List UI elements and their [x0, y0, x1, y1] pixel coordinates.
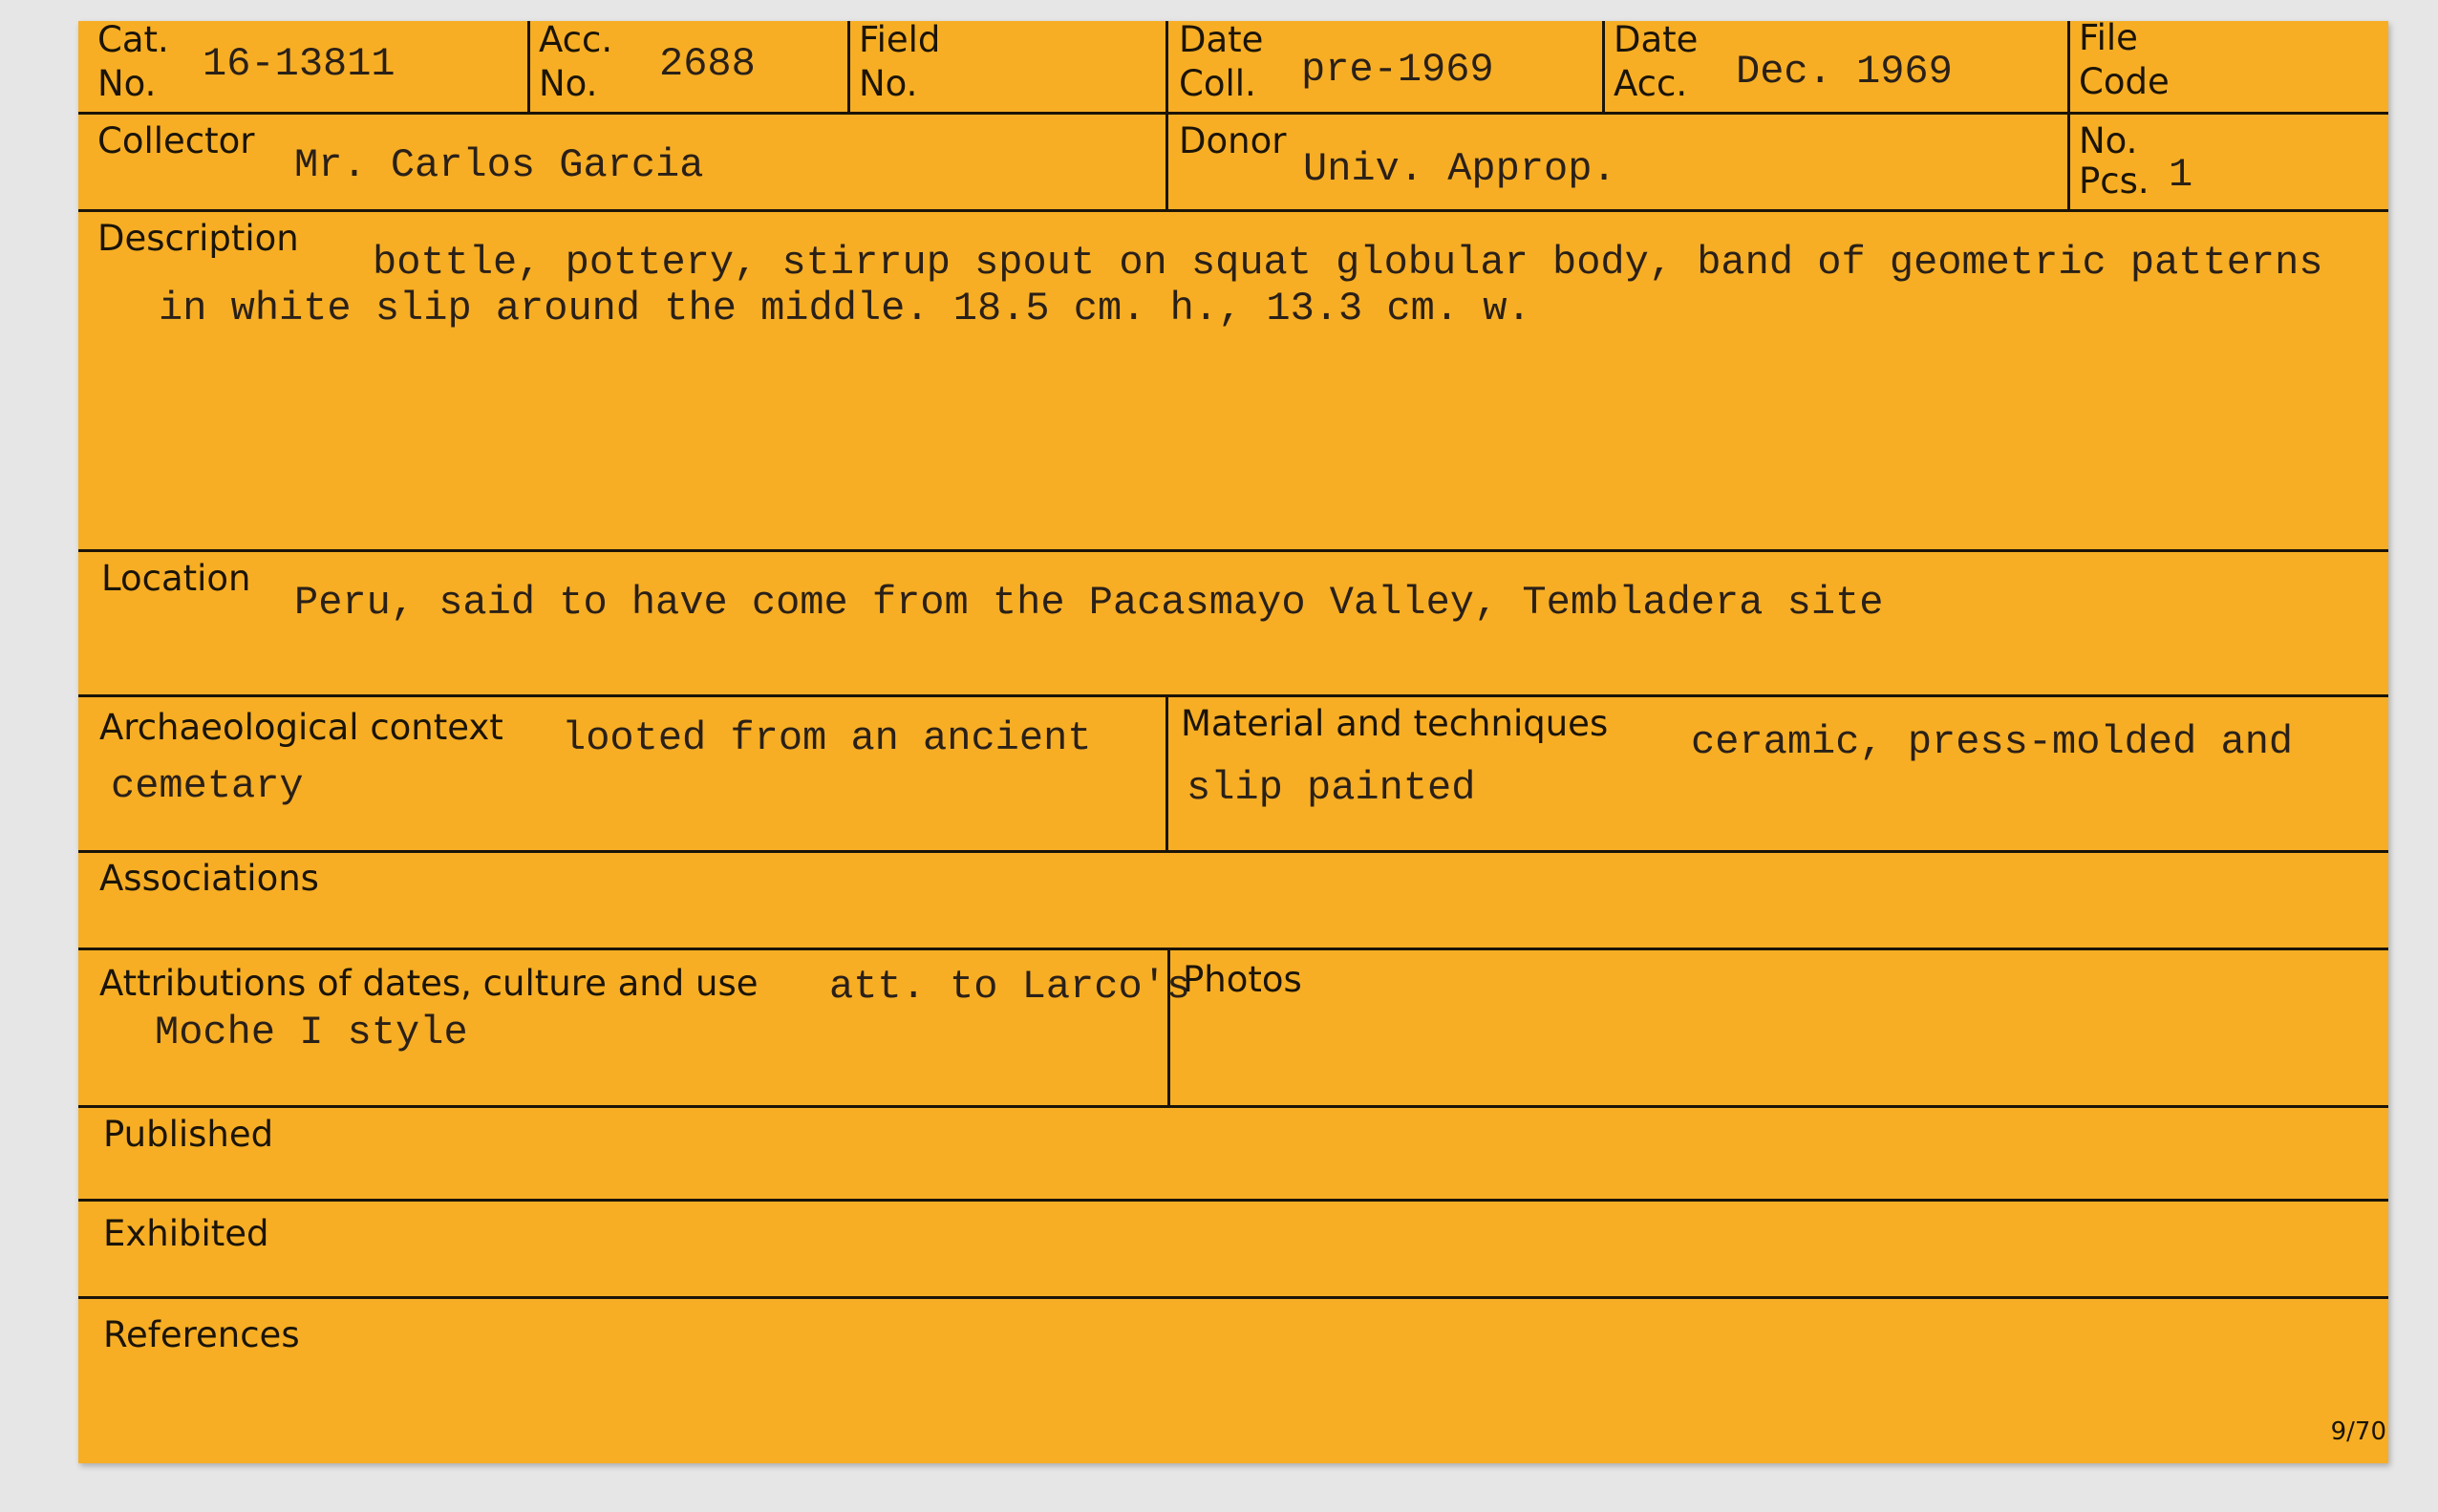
- material-techniques-text: ceramic, press-molded and: [1691, 719, 2294, 765]
- row-divider: [78, 209, 2388, 212]
- file-code-label: Code: [2079, 61, 2170, 102]
- date-acc-label: Date: [1614, 21, 1699, 60]
- form-revision-date: 9/70: [2330, 1417, 2386, 1446]
- row-divider: [78, 1105, 2388, 1108]
- accession-number: 2688: [659, 41, 756, 87]
- description-text: in white slip around the middle. 18.5 cm. h., 13.3 cm. w.: [159, 286, 1531, 331]
- column-divider: [1166, 21, 1168, 211]
- row-divider: [78, 948, 2388, 950]
- pieces-label: No.: [2079, 120, 2138, 161]
- collector-label: Collector: [97, 120, 255, 161]
- field-no-label: No.: [859, 63, 918, 104]
- pieces-count: 1: [2169, 152, 2193, 198]
- row-divider: [78, 1199, 2388, 1202]
- archaeological-context-label: Archaeological context: [99, 707, 503, 748]
- attributions-text: Moche I style: [155, 1010, 468, 1055]
- photos-label: Photos: [1183, 959, 1302, 1000]
- description-label: Description: [97, 218, 299, 259]
- row-divider: [78, 112, 2388, 115]
- file-code-label: File: [2079, 21, 2138, 58]
- row-divider: [78, 549, 2388, 552]
- cat-no-label: No.: [97, 63, 157, 104]
- catalog-card: [78, 21, 2388, 1463]
- column-divider: [1166, 694, 1168, 852]
- donor-label: Donor: [1179, 120, 1287, 161]
- material-techniques-text: slip painted: [1187, 765, 1476, 811]
- catalog-number: 16-13811: [203, 41, 396, 87]
- row-divider: [78, 694, 2388, 697]
- date-coll-label: Date: [1179, 21, 1264, 60]
- associations-label: Associations: [99, 858, 319, 899]
- attributions-label: Attributions of dates, culture and use: [99, 963, 759, 1004]
- references-label: References: [103, 1314, 300, 1355]
- collector-name: Mr. Carlos Garcia: [294, 142, 704, 188]
- column-divider: [847, 21, 850, 114]
- date-accessioned: Dec. 1969: [1736, 49, 1953, 95]
- column-divider: [527, 21, 530, 114]
- exhibited-label: Exhibited: [103, 1213, 269, 1254]
- archaeological-context-text: cemetary: [111, 763, 304, 809]
- archaeological-context-text: looted from an ancient: [562, 715, 1092, 761]
- field-no-label: Field: [859, 21, 941, 60]
- published-label: Published: [103, 1114, 274, 1155]
- acc-no-label: No.: [539, 63, 598, 104]
- location-text: Peru, said to have come from the Pacasmayo Valley, Tembladera site: [294, 580, 1884, 626]
- cat-no-label: Cat.: [97, 21, 169, 60]
- column-divider: [1602, 21, 1605, 114]
- column-divider: [2067, 21, 2070, 211]
- description-text: bottle, pottery, stirrup spout on squat globular body, band of geometric patterns: [373, 240, 2323, 286]
- row-divider: [78, 1296, 2388, 1299]
- date-coll-label: Coll.: [1179, 63, 1256, 104]
- donor-name: Univ. Approp.: [1303, 146, 1616, 192]
- row-divider: [78, 850, 2388, 853]
- acc-no-label: Acc.: [539, 21, 613, 60]
- date-collected: pre-1969: [1301, 47, 1494, 93]
- location-label: Location: [101, 558, 251, 599]
- material-techniques-label: Material and techniques: [1181, 703, 1609, 744]
- pieces-label: Pcs.: [2079, 160, 2149, 202]
- date-acc-label: Acc.: [1614, 63, 1688, 104]
- attributions-text: att. to Larco's: [829, 964, 1191, 1010]
